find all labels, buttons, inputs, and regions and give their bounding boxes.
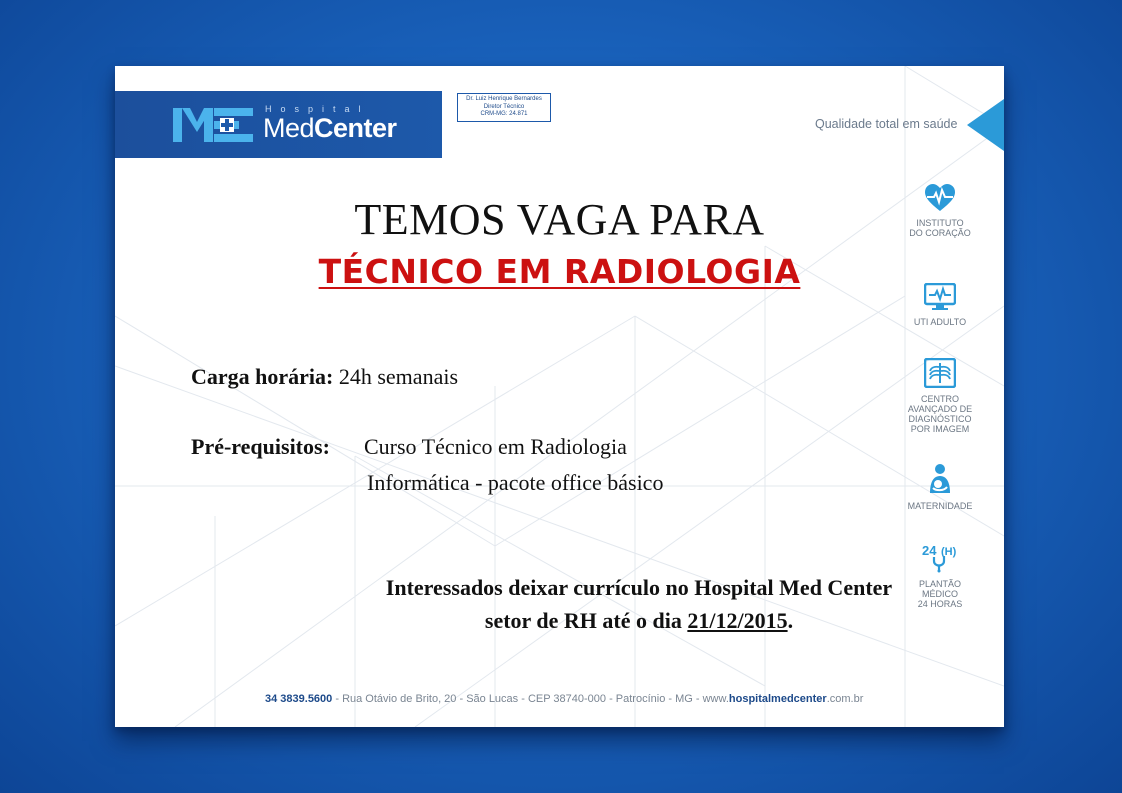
xray-icon	[924, 358, 956, 388]
stethoscope-24h-icon	[922, 543, 958, 573]
logo-name: MedCenter	[263, 113, 397, 143]
heart-icon	[924, 184, 956, 212]
deadline-date: 21/12/2015	[687, 608, 788, 633]
headline: TEMOS VAGA PARA	[354, 195, 765, 244]
director-crm: CRM-MG: 24.871	[480, 111, 528, 117]
director-name: Dr. Luiz Henrique Bernardes	[466, 96, 542, 102]
tagline: Qualidade total em saúde	[815, 117, 958, 131]
service-maternity: MATERNIDADE	[895, 463, 985, 511]
corner-triangle	[967, 99, 1004, 151]
notice-line-2: setor de RH até o dia 21/12/2015.	[484, 608, 794, 633]
workload-value: 24h semanais	[338, 364, 459, 389]
workload-line	[191, 364, 458, 390]
footer-phone: 34 3839.5600	[265, 693, 333, 705]
logo-bar	[115, 91, 442, 158]
logo-hospital-text: Hospital	[265, 104, 370, 114]
monitor-icon	[924, 283, 956, 311]
svg-text:(H): (H)	[941, 546, 957, 558]
medcenter-logo-mark	[173, 108, 253, 142]
requirements-label: Pré-requisitos:	[191, 434, 330, 459]
service-icu: UTI ADULTO	[895, 283, 985, 327]
director-stamp	[457, 93, 551, 122]
requirement-item: Informática - pacote office básico	[367, 470, 664, 495]
requirement-item: Curso Técnico em Radiologia	[364, 434, 627, 459]
footer-contact: 34 3839.5600 - Rua Otávio de Brito, 20 - São Lucas - CEP 38740-000 - Patrocínio - MG - www.hospitalmedcenter.com.br	[265, 693, 864, 705]
service-imaging-center: CENTRO AVANÇADO DE DIAGNÓSTICO POR IMAGEM	[895, 358, 985, 434]
service-24h-oncall: 24 (H) PLANTÃO MÉDICO 24 HORAS	[917, 543, 963, 609]
workload-label: Carga horária:	[191, 364, 334, 389]
job-flyer	[115, 66, 1004, 727]
svg-text:24: 24	[922, 543, 937, 558]
director-role: Diretor Técnico	[483, 103, 525, 110]
maternity-icon	[924, 463, 956, 495]
position-title: TÉCNICO EM RADIOLOGIA	[318, 252, 801, 291]
service-heart-institute: INSTITUTO DO CORAÇÃO	[895, 184, 985, 238]
notice-line-1: Interessados deixar currículo no Hospital Med Center	[385, 575, 893, 600]
